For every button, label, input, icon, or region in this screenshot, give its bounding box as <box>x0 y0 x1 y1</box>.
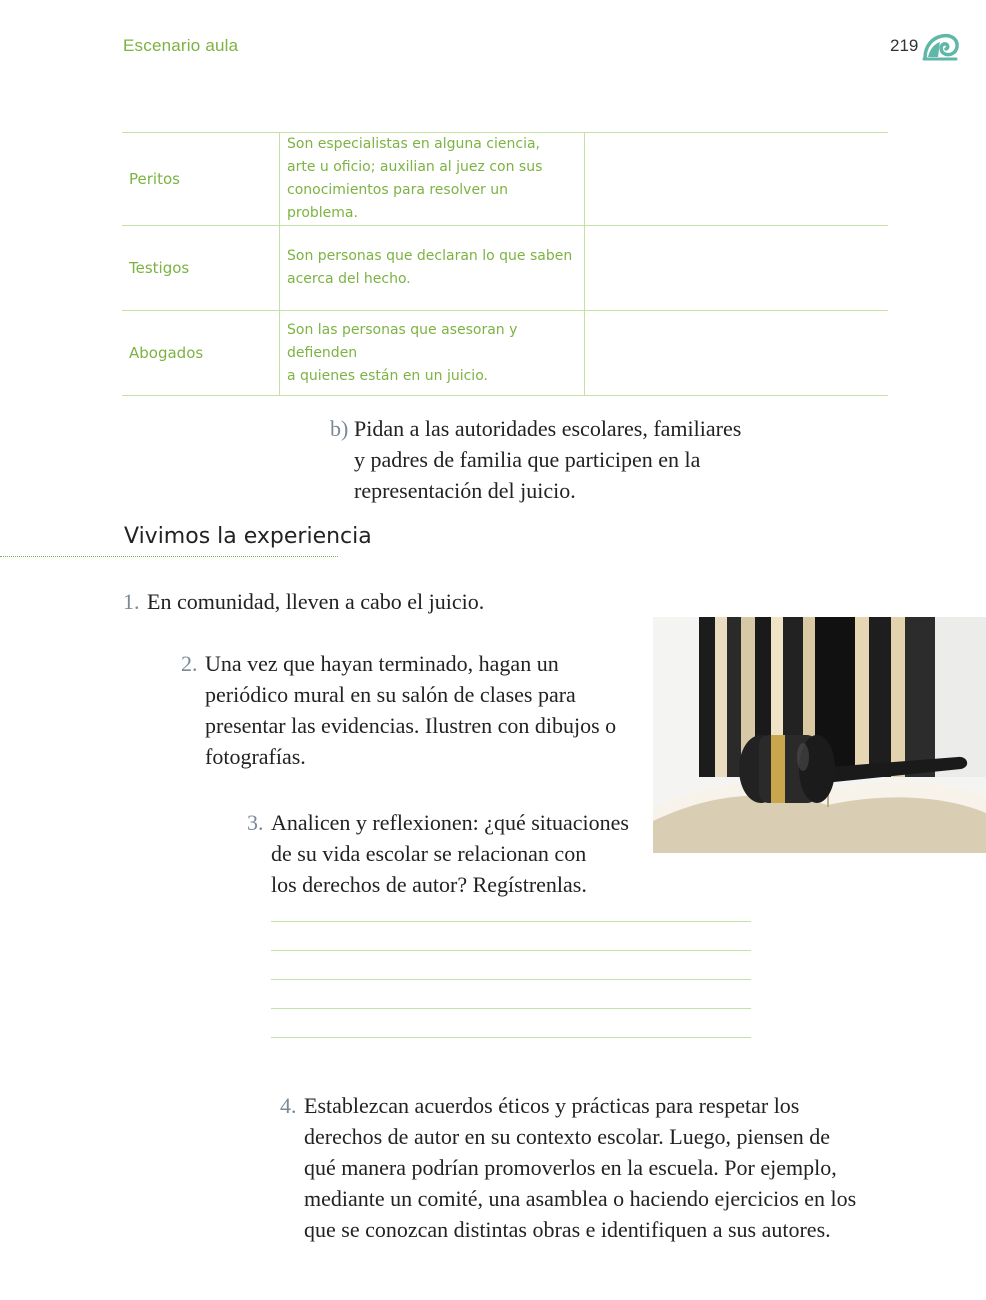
item-line: presentar las evidencias. Ilustren con dibujos o <box>205 713 617 738</box>
section-title: Vivimos la experiencia <box>124 524 372 549</box>
item-line: qué manera podrían promoverlos en la escuela. Por ejemplo, <box>304 1155 837 1180</box>
item-line: que se conozcan distintas obras e identifiquen a sus autores. <box>304 1217 831 1242</box>
description-line: a quienes están en un juicio. <box>287 367 488 384</box>
instruction-item-4 <box>280 1090 864 1245</box>
answer-cell[interactable] <box>585 133 889 226</box>
answer-cell[interactable] <box>585 311 889 396</box>
instruction-item-2 <box>181 648 635 772</box>
section-divider <box>0 556 338 557</box>
description-line: conocimientos para resolver un problema. <box>287 182 509 221</box>
description-line: Son especialistas en alguna ciencia, <box>287 136 540 152</box>
description-line: Son personas que declaran lo que saben <box>287 248 573 264</box>
answer-cell[interactable] <box>585 226 889 311</box>
writing-line[interactable] <box>271 1008 751 1009</box>
role-name: Peritos <box>122 133 280 226</box>
item-line: Una vez que hayan terminado, hagan un <box>205 651 559 676</box>
item-line: En comunidad, lleven a cabo el juicio. <box>147 589 485 614</box>
item-line: los derechos de autor? Regístrenlas. <box>271 872 587 897</box>
item-line: fotografías. <box>205 744 306 769</box>
item-line: Analicen y reflexionen: ¿qué situaciones <box>271 810 629 835</box>
item-marker: 4. <box>280 1093 297 1118</box>
description-line: acerca del hecho. <box>287 271 411 287</box>
role-description <box>280 311 585 396</box>
item-marker: 1. <box>123 589 140 614</box>
role-name: Abogados <box>122 311 280 396</box>
writing-line[interactable] <box>271 950 751 951</box>
item-line: Establezcan acuerdos éticos y prácticas para respetar los <box>304 1093 800 1118</box>
description-line: Son las personas que asesoran y defienden <box>287 321 518 361</box>
role-description <box>280 133 585 226</box>
section-header: Escenario aula <box>123 36 239 55</box>
writing-line[interactable] <box>271 921 751 922</box>
item-line: periódico mural en su salón de clases para <box>205 682 576 707</box>
description-line: arte u oficio; auxilian al juez con sus <box>287 159 543 175</box>
role-description <box>280 226 585 311</box>
item-line: mediante un comité, una asamblea o haciendo ejercicios en los <box>304 1186 857 1211</box>
instruction-item-b <box>330 413 754 506</box>
table-row <box>122 311 888 396</box>
table-row <box>122 226 888 311</box>
item-marker: b) <box>330 416 349 441</box>
gavel-on-book-photo <box>653 617 986 853</box>
snail-spiral-icon <box>922 30 960 62</box>
role-name: Testigos <box>122 226 280 311</box>
item-line: y padres de familia que participen en la <box>354 447 701 472</box>
writing-line[interactable] <box>271 1037 751 1038</box>
roles-table <box>122 132 888 396</box>
item-line: representación del juicio. <box>354 478 576 503</box>
instruction-item-3 <box>247 807 651 900</box>
item-line: derechos de autor en su contexto escolar. Luego, piensen de <box>304 1124 830 1149</box>
item-line: Pidan a las autoridades escolares, familiares <box>354 416 742 441</box>
table-row <box>122 133 888 226</box>
item-marker: 2. <box>181 651 198 676</box>
page-number: 219 <box>890 36 919 55</box>
item-marker: 3. <box>247 810 264 835</box>
instruction-item-1 <box>123 586 627 617</box>
item-line: de su vida escolar se relacionan con <box>271 841 587 866</box>
writing-line[interactable] <box>271 979 751 980</box>
